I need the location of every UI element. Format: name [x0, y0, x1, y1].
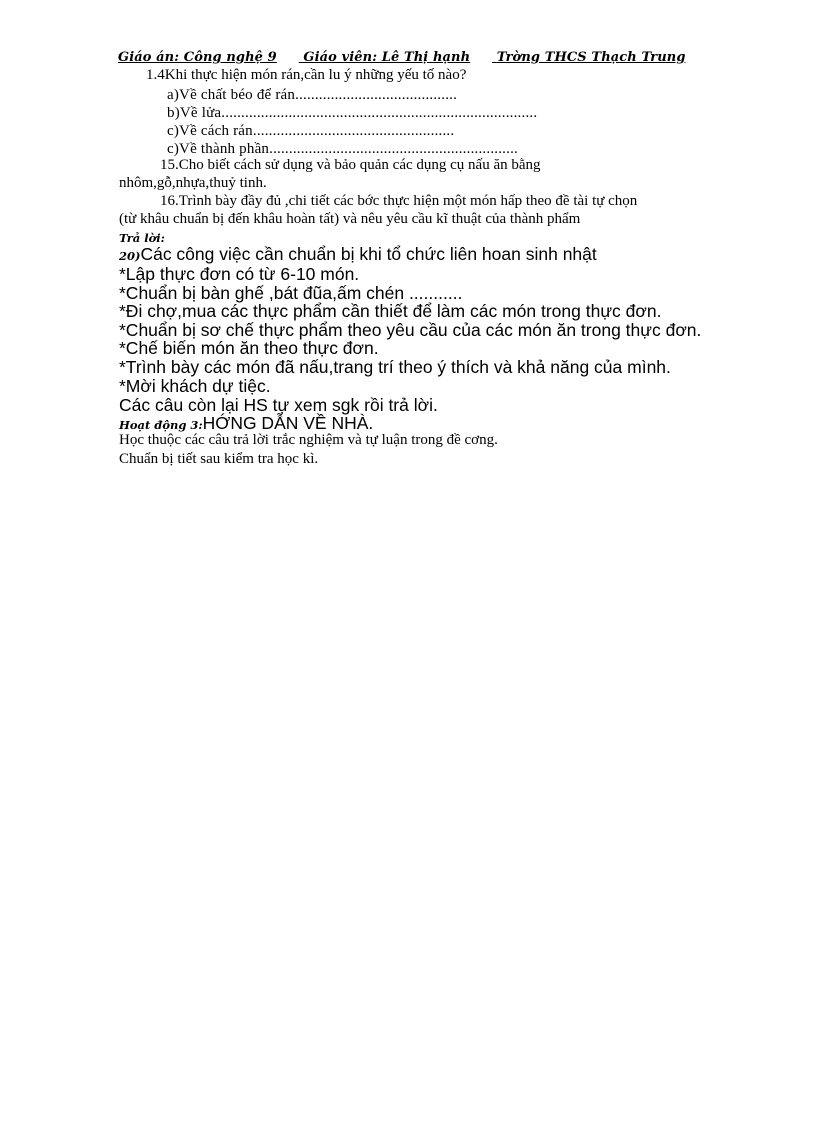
header-school: Trờng THCS Thạch Trung — [496, 50, 686, 65]
question-14-b: b)Về lửa................................................................................ — [167, 105, 538, 121]
question-20-heading — [119, 244, 597, 265]
homework-line-2: Chuẩn bị tiết sau kiểm tra học kì. — [119, 451, 319, 467]
answer-item: *Chuẩn bị sơ chế thực phẩm theo yêu cầu của các món ăn trong thực đơn. — [119, 320, 702, 340]
question-14: 1.4Khi thực hiện món rán,cần lu ý những yếu tố nào? — [146, 67, 467, 83]
activity-3-title: HỚNG DẪN VỀ NHÀ. — [202, 413, 374, 433]
answer-item: *Chế biến món ăn theo thực đơn. — [119, 338, 379, 358]
question-15-line1: 15.Cho biết cách sử dụng và bảo quản các dụng cụ nấu ăn bằng — [160, 157, 541, 173]
activity-3-label: Hoạt động 3: — [119, 418, 203, 432]
answer-item: *Mời khách dự tiệc. — [119, 376, 271, 396]
page-header — [118, 50, 686, 65]
homework-line-1: Học thuộc các câu trả lời trắc nghiệm và tự luận trong đề cơng. — [119, 432, 498, 448]
header-subject: Giáo án: Công nghệ 9 — [118, 50, 277, 65]
answer-item: *Đi chợ,mua các thực phẩm cần thiết để làm các món trong thực đơn. — [119, 301, 662, 321]
question-15-line2: nhôm,gỗ,nhựa,thuỷ tinh. — [119, 175, 267, 191]
question-16-line2: (từ khâu chuẩn bị đến khâu hoàn tất) và nêu yêu cầu kĩ thuật của thành phẩm — [119, 211, 581, 227]
answer-item: *Chuẩn bị bàn ghế ,bát đũa,ấm chén ........... — [119, 283, 463, 303]
answer-label: Trả lời: — [119, 231, 165, 245]
answer-item: *Trình bày các món đã nấu,trang trí theo ý thích và khả năng của mình. — [119, 357, 671, 377]
question-16-line1: 16.Trình bày đầy đủ ,chi tiết các bớc thực hiện một món hấp theo đề tài tự chọn — [160, 193, 638, 209]
remaining-questions-note: Các câu còn lại HS tự xem sgk rồi trả lời. — [119, 395, 438, 415]
answer-item: *Lập thực đơn có từ 6-10 món. — [119, 264, 360, 284]
question-14-c1: c)Về cách rán................................................... — [167, 123, 455, 139]
question-20-number: 20) — [119, 249, 141, 263]
question-14-c2: c)Về thành phần............................................................... — [167, 141, 518, 157]
header-teacher: Giáo viên: Lê Thị hạnh — [303, 50, 471, 65]
question-14-a: a)Về chất béo để rán......................................... — [167, 87, 458, 103]
activity-3-heading — [119, 413, 373, 434]
question-20-title: Các công việc cần chuẩn bị khi tổ chức liên hoan sinh nhật — [140, 244, 597, 264]
